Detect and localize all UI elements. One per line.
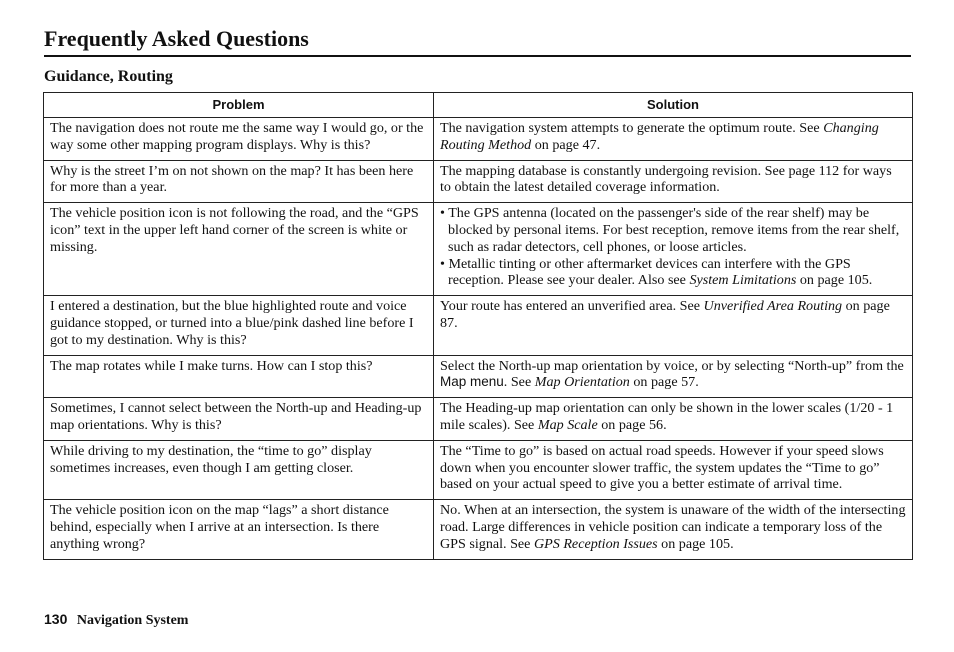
problem-cell: The vehicle position icon on the map “lags” a short distance behind, especially when I arrive at an intersection. Is there anything wrong?: [44, 500, 434, 559]
manual-name: Navigation System: [76, 613, 189, 628]
solution-text: • Metallic tinting or other aftermarket devices can interfere with the GPS reception. Please see your dealer. Also see: [440, 255, 851, 289]
table-row: [44, 355, 913, 398]
column-header-problem: Problem: [44, 93, 434, 118]
page-reference: System Limitations: [689, 272, 797, 289]
page-title: Frequently Asked Questions: [44, 26, 309, 51]
solution-cell: [434, 500, 913, 559]
solution-text: The Heading-up map orientation can only be shown in the lower scales (1/20 - 1 mile scales). See: [440, 400, 894, 433]
solution-text: on page 56.: [597, 416, 667, 433]
solution-text: Your route has entered an unverified area. See: [440, 298, 704, 315]
solution-bullet: [440, 256, 906, 290]
table-row: [44, 440, 913, 499]
solution-cell: [434, 296, 913, 355]
problem-cell: I entered a destination, but the blue highlighted route and voice guidance stopped, or turned into a blue/pink dashed line before I got to my destination. Why is this?: [44, 296, 434, 355]
solution-bullet: [440, 205, 906, 255]
page-reference: Map Scale: [537, 416, 598, 433]
solution-text: Select the North-up map orientation by voice, or by selecting “North-up” from the: [440, 357, 904, 374]
page-number: 130: [44, 611, 68, 627]
faq-table: [43, 92, 913, 560]
table-row: [44, 160, 913, 203]
problem-cell: Why is the street I’m on not shown on the map? It has been here for more than a year.: [44, 160, 434, 203]
problem-cell: While driving to my destination, the “time to go” display sometimes increases, even though I am getting closer.: [44, 440, 434, 499]
solution-text: on page 47.: [531, 136, 601, 153]
solution-text: No. When at an intersection, the system is unaware of the width of the intersecting road. Large differences in vehicle position can indicate a temporary loss of the GPS signal. See: [440, 502, 906, 552]
page-reference: GPS Reception Issues: [533, 535, 658, 552]
ui-term: Map menu: [440, 374, 504, 390]
problem-cell: The map rotates while I make turns. How can I stop this?: [44, 355, 434, 398]
table-row: [44, 203, 913, 296]
solution-text: on page 105.: [657, 535, 734, 552]
solution-cell: [434, 355, 913, 398]
table-header-row: [44, 93, 913, 118]
solution-cell: The “Time to go” is based on actual road speeds. However if your speed slows down when you encounter slower traffic, the system updates the “Time to go” based on your actual speed to give you a better estimate of arrival time.: [434, 440, 913, 499]
title-divider: [44, 55, 911, 57]
solution-cell: [434, 203, 913, 296]
problem-cell: The navigation does not route me the same way I would go, or the way some other mapping program displays. Why is this?: [44, 118, 434, 161]
solution-text: on page 87.: [440, 298, 890, 331]
page-reference: Changing Routing Method: [440, 120, 879, 153]
table-row: [44, 296, 913, 355]
section-title: Guidance, Routing: [44, 68, 173, 85]
table-row: [44, 398, 913, 441]
solution-text: on page 105.: [796, 272, 873, 289]
solution-text: on page 57.: [629, 374, 699, 391]
solution-text: The navigation system attempts to generate the optimum route. See: [440, 120, 824, 136]
column-header-solution: Solution: [434, 93, 913, 118]
solution-text: . See: [503, 374, 535, 391]
table-row: [44, 118, 913, 161]
solution-cell: The mapping database is constantly undergoing revision. See page 112 for ways to obtain the latest detailed coverage information.: [434, 160, 913, 203]
solution-cell: [434, 118, 913, 161]
problem-cell: Sometimes, I cannot select between the North-up and Heading-up map orientations. Why is this?: [44, 398, 434, 441]
page-reference: Unverified Area Routing: [703, 298, 843, 315]
table-row: [44, 500, 913, 559]
solution-text: • The GPS antenna (located on the passenger's side of the rear shelf) may be blocked by personal items. For best reception, remove items from the rear shelf, such as radar detectors, cell phones, or loose articles.: [440, 205, 900, 255]
problem-cell: The vehicle position icon is not following the road, and the “GPS icon” text in the upper left hand corner of the screen is white or missing.: [44, 203, 434, 296]
solution-cell: [434, 398, 913, 441]
page-footer: [44, 610, 188, 630]
page-reference: Map Orientation: [534, 374, 630, 391]
